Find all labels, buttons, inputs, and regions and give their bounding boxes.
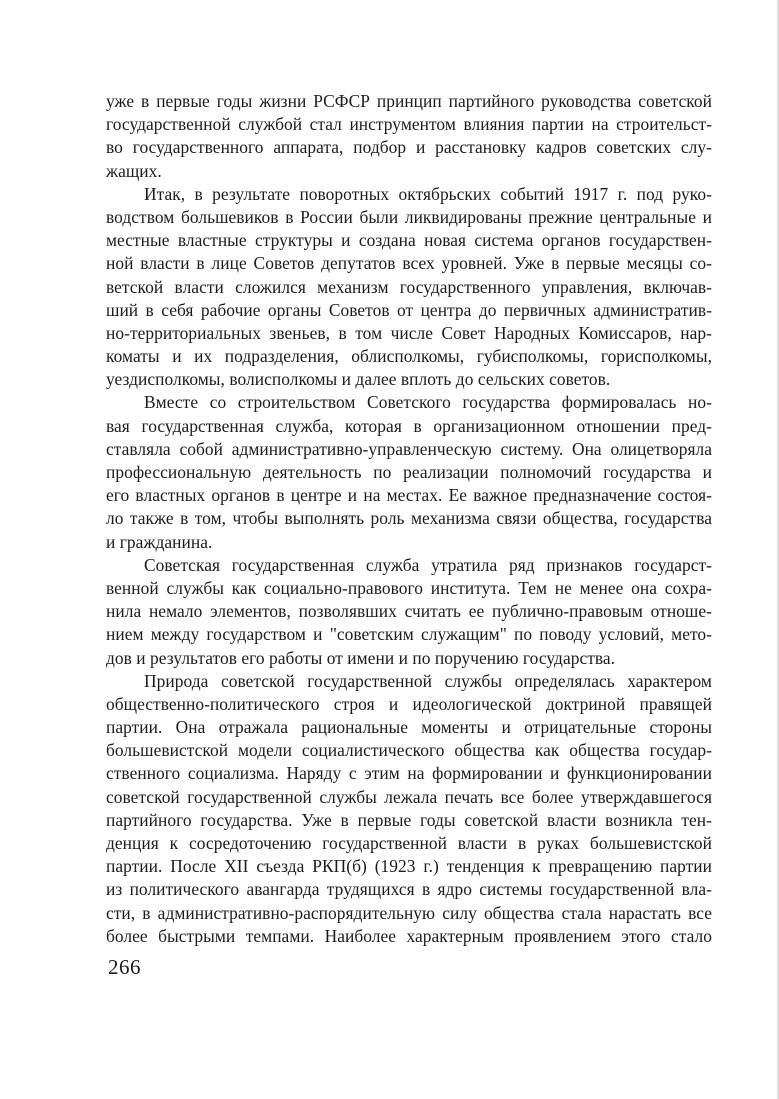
text-line: Вместе со строительством Советского государства формировалась но- xyxy=(144,392,712,413)
text-line: местные властные структуры и создана новая система органов государствен- xyxy=(106,230,712,251)
text-line: во государственного аппарата, подбор и расстановку кадров советских слу- xyxy=(106,137,712,158)
text-line: дов и результатов его работы от имени и по поручению государства. xyxy=(106,647,616,668)
text-line: партии. После XII съезда РКП(б) (1923 г.) тенденция к превращению партии xyxy=(106,856,712,877)
text-line: его властных органов в центре и на местах. Ее важное предназначение состоя- xyxy=(106,485,712,506)
text-line: ветской власти сложился механизм государственного управления, включав- xyxy=(106,276,712,297)
text-line: государственной службой стал инструментом влияния партии на строительст- xyxy=(106,114,712,135)
text-line: сти, в административно-распорядительную силу общества стала нарастать все xyxy=(106,902,712,923)
text-line: коматы и их подразделения, облисполкомы, губисполкомы, горисполкомы, xyxy=(106,346,712,367)
paragraph xyxy=(106,183,712,392)
text-line: вая государственная служба, которая в организационном отношении пред- xyxy=(106,415,712,436)
text-line: Природа советской государственной службы определялась характером xyxy=(144,670,712,691)
page-number: 266 xyxy=(108,955,141,979)
text-line: нила немало элементов, позволявших считать ее публично-правовым отноше- xyxy=(106,601,712,622)
text-line: партии. Она отражала рациональные моменты и отрицательные стороны xyxy=(106,717,712,738)
text-line: но-территориальных звеньев, в том числе Совет Народных Комиссаров, нар- xyxy=(106,322,712,343)
text-line: более быстрыми темпами. Наиболее характерным проявлением этого стало xyxy=(106,925,712,946)
text-line: Итак, в результате поворотных октябрьских событий 1917 г. под руко- xyxy=(144,183,712,204)
text-line: нием между государством и "советским служащим" по поводу условий, мето- xyxy=(106,624,712,645)
text-line: жащих. xyxy=(106,160,162,181)
text-line: ной власти в лице Советов депутатов всех уровней. Уже в первые месяцы со- xyxy=(106,253,712,274)
paragraph xyxy=(106,90,712,183)
text-line: ший в себя рабочие органы Советов от центра до первичных административ- xyxy=(106,299,712,320)
text-line: ставляла собой административно-управленческую систему. Она олицетворяла xyxy=(106,438,712,459)
text-line: венной службы как социально-правового института. Тем не менее она сохра- xyxy=(106,577,712,598)
paragraph xyxy=(106,391,712,553)
text-line: денция к сосредоточению государственной власти в руках большевистской xyxy=(106,833,712,853)
paragraph xyxy=(106,554,712,670)
text-line: ло также в том, чтобы выполнять роль механизма связи общества, государства xyxy=(106,508,712,529)
body-text xyxy=(106,90,712,948)
text-line: Советская государственная служба утратила ряд признаков государст- xyxy=(144,554,712,575)
paragraph xyxy=(106,670,712,948)
text-line: уездисполкомы, волисполкомы и далее вплоть до сельских советов. xyxy=(106,369,611,390)
text-line: профессиональную деятельность по реализации полномочий государства и xyxy=(106,462,712,482)
text-line: уже в первые годы жизни РСФСР принцип партийного руководства советской xyxy=(106,91,712,111)
text-line: и гражданина. xyxy=(106,531,213,552)
text-line: ственного социализма. Наряду с этим на формировании и функционировании xyxy=(106,763,712,784)
text-line: партийного государства. Уже в первые годы советской власти возникла тен- xyxy=(106,809,712,830)
text-line: большевистской модели социалистического общества как общества государ- xyxy=(106,740,712,761)
text-line: советской государственной службы лежала печать все более утверждавшегося xyxy=(106,786,712,807)
text-line: общественно-политического строя и идеологической доктриной правящей xyxy=(106,693,712,714)
text-line: из политического авангарда трудящихся в ядро системы государственной вла- xyxy=(106,879,712,900)
text-line: водством большевиков в России были ликвидированы прежние центральные и xyxy=(106,206,712,227)
